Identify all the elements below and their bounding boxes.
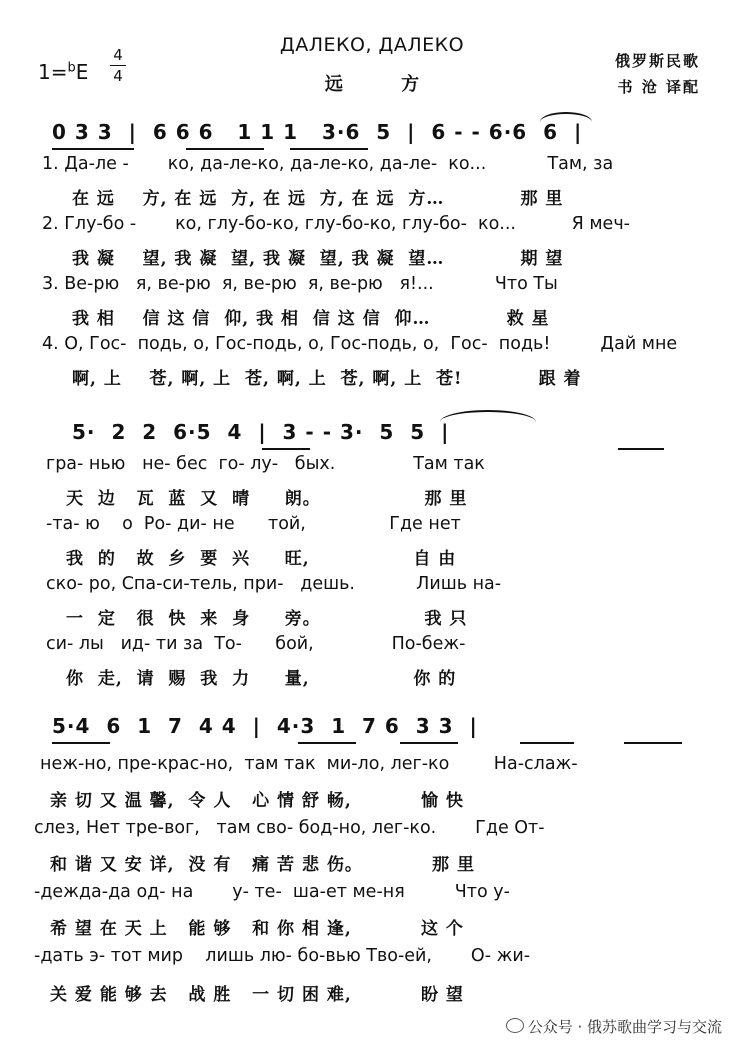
lyric-verse2-ru: -та- ю о Ро- ди- не той, Где нет: [46, 514, 461, 534]
credit-translator: 书 沧 译配: [617, 78, 700, 96]
lyric-verse2-ru: 2. Глу-бо - ко, глу-бо-ко, глу-бо-ко, глу-бо- ко... Я меч-: [42, 214, 630, 234]
lyric-verse1-cn: 天 边 瓦 蓝 又 晴 朗。 那 里: [66, 489, 468, 509]
lyric-verse3-cn: 希 望 在 天 上 能 够 和 你 相 逢, 这 个: [50, 919, 464, 939]
lyric-verse1-cn: 在 远 方, 在 远 方, 在 远 方, 在 远 方… 那 里: [72, 189, 564, 209]
key-note: E: [75, 60, 89, 84]
lyric-verse2-ru: слез, Нет тре-вог, там сво- бод-но, лег-ко. Где От-: [34, 818, 545, 838]
lyric-verse4-ru: 4. О, Гос- подь, о, Гос-подь, о, Гос-подь, о, Гос- подь! Дай мне: [42, 334, 678, 354]
lyric-verse3-ru: ско- ро, Спа-си-тель, при- дешь. Лишь на-: [46, 574, 502, 594]
beam-underline: [520, 742, 574, 744]
beam-underline: [52, 148, 134, 150]
notation-line-2: 5· 2 2 6·5 4 | 3 - - 3· 5 5 |: [72, 420, 450, 444]
lyric-verse4-ru: си- лы ид- ти за То- бой, По-беж-: [46, 634, 466, 654]
song-title-russian: ДАЛЕКО, ДАЛЕКО: [279, 34, 465, 56]
beam-underline: [52, 742, 110, 744]
beam-underline: [186, 148, 264, 150]
notation-line-1: 0 3 3 | 6 6 6 1 1 1 3·6 5 | 6 - - 6·6 6 |: [52, 120, 583, 144]
lyric-verse1-ru: 1. Да-ле - ко, да-ле-ко, да-ле-ко, да-ле- ко... Там, за: [42, 154, 614, 174]
song-title-chinese: 远 方: [324, 74, 446, 95]
watermark: [506, 1016, 722, 1037]
beam-underline: [400, 742, 458, 744]
time-signature-divider: [110, 65, 126, 66]
watermark-text: 公众号 · 俄苏歌曲学习与交流: [527, 1018, 722, 1036]
lyric-verse4-cn: 关 爱 能 够 去 战 胜 一 切 困 难, 盼 望: [50, 985, 464, 1005]
time-signature-bottom: 4: [113, 67, 123, 85]
lyric-verse2-cn: 和 谐 又 安 详, 没 有 痛 苦 悲 伤。 那 里: [50, 855, 475, 875]
lyric-verse3-cn: 一 定 很 快 来 身 旁。 我 只: [66, 609, 468, 629]
lyric-verse4-cn: 你 走, 请 赐 我 力 量, 你 的: [66, 669, 457, 689]
lyric-verse2-cn: 我 凝 望, 我 凝 望, 我 凝 望, 我 凝 望… 期 望: [72, 249, 564, 269]
key-signature: [38, 60, 88, 84]
beam-underline: [618, 448, 664, 450]
lyric-verse1-ru: гра- нью не- бес го- лу- бых. Там так: [46, 454, 485, 474]
lyric-verse4-cn: 啊, 上 苍, 啊, 上 苍, 啊, 上 苍, 啊, 上 苍! 跟 着: [72, 369, 582, 389]
time-signature-top: 4: [113, 46, 123, 64]
lyric-verse4-ru: -дать э- тот мир лишь лю- бо-вью Тво-ей, О- жи-: [34, 946, 531, 966]
flat-sign: b: [67, 60, 76, 76]
tie-mark: [440, 410, 536, 422]
lyric-verse3-cn: 我 相 信 这 信 仰, 我 相 信 这 信 仰… 救 星: [72, 309, 550, 329]
tie-mark: [540, 112, 592, 122]
lyric-verse3-ru: -дежда-да од- на у- те- ша-ет ме-ня Что у-: [34, 882, 510, 902]
lyric-verse2-cn: 我 的 故 乡 要 兴 旺, 自 由: [66, 549, 457, 569]
beam-underline: [290, 148, 368, 150]
lyric-verse3-ru: 3. Ве-рю я, ве-рю я, ве-рю я, ве-рю я!... Что Ты: [42, 274, 558, 294]
lyric-verse1-cn: 亲 切 又 温 馨, 令 人 心 情 舒 畅, 愉 快: [50, 791, 464, 811]
credit-origin: 俄罗斯民歌: [614, 52, 700, 70]
time-signature: [110, 46, 126, 85]
key-label: 1=: [38, 60, 68, 84]
beam-underline: [298, 742, 356, 744]
lyric-verse1-ru: неж-но, пре-крас-но, там так ми-ло, лег-ко На-слаж-: [40, 754, 578, 774]
beam-underline: [262, 448, 310, 450]
wechat-icon: [506, 1018, 524, 1033]
beam-underline: [624, 742, 682, 744]
notation-line-3: 5·4 6 1 7 4 4 | 4·3 1 7 6 3 3 |: [52, 714, 478, 738]
